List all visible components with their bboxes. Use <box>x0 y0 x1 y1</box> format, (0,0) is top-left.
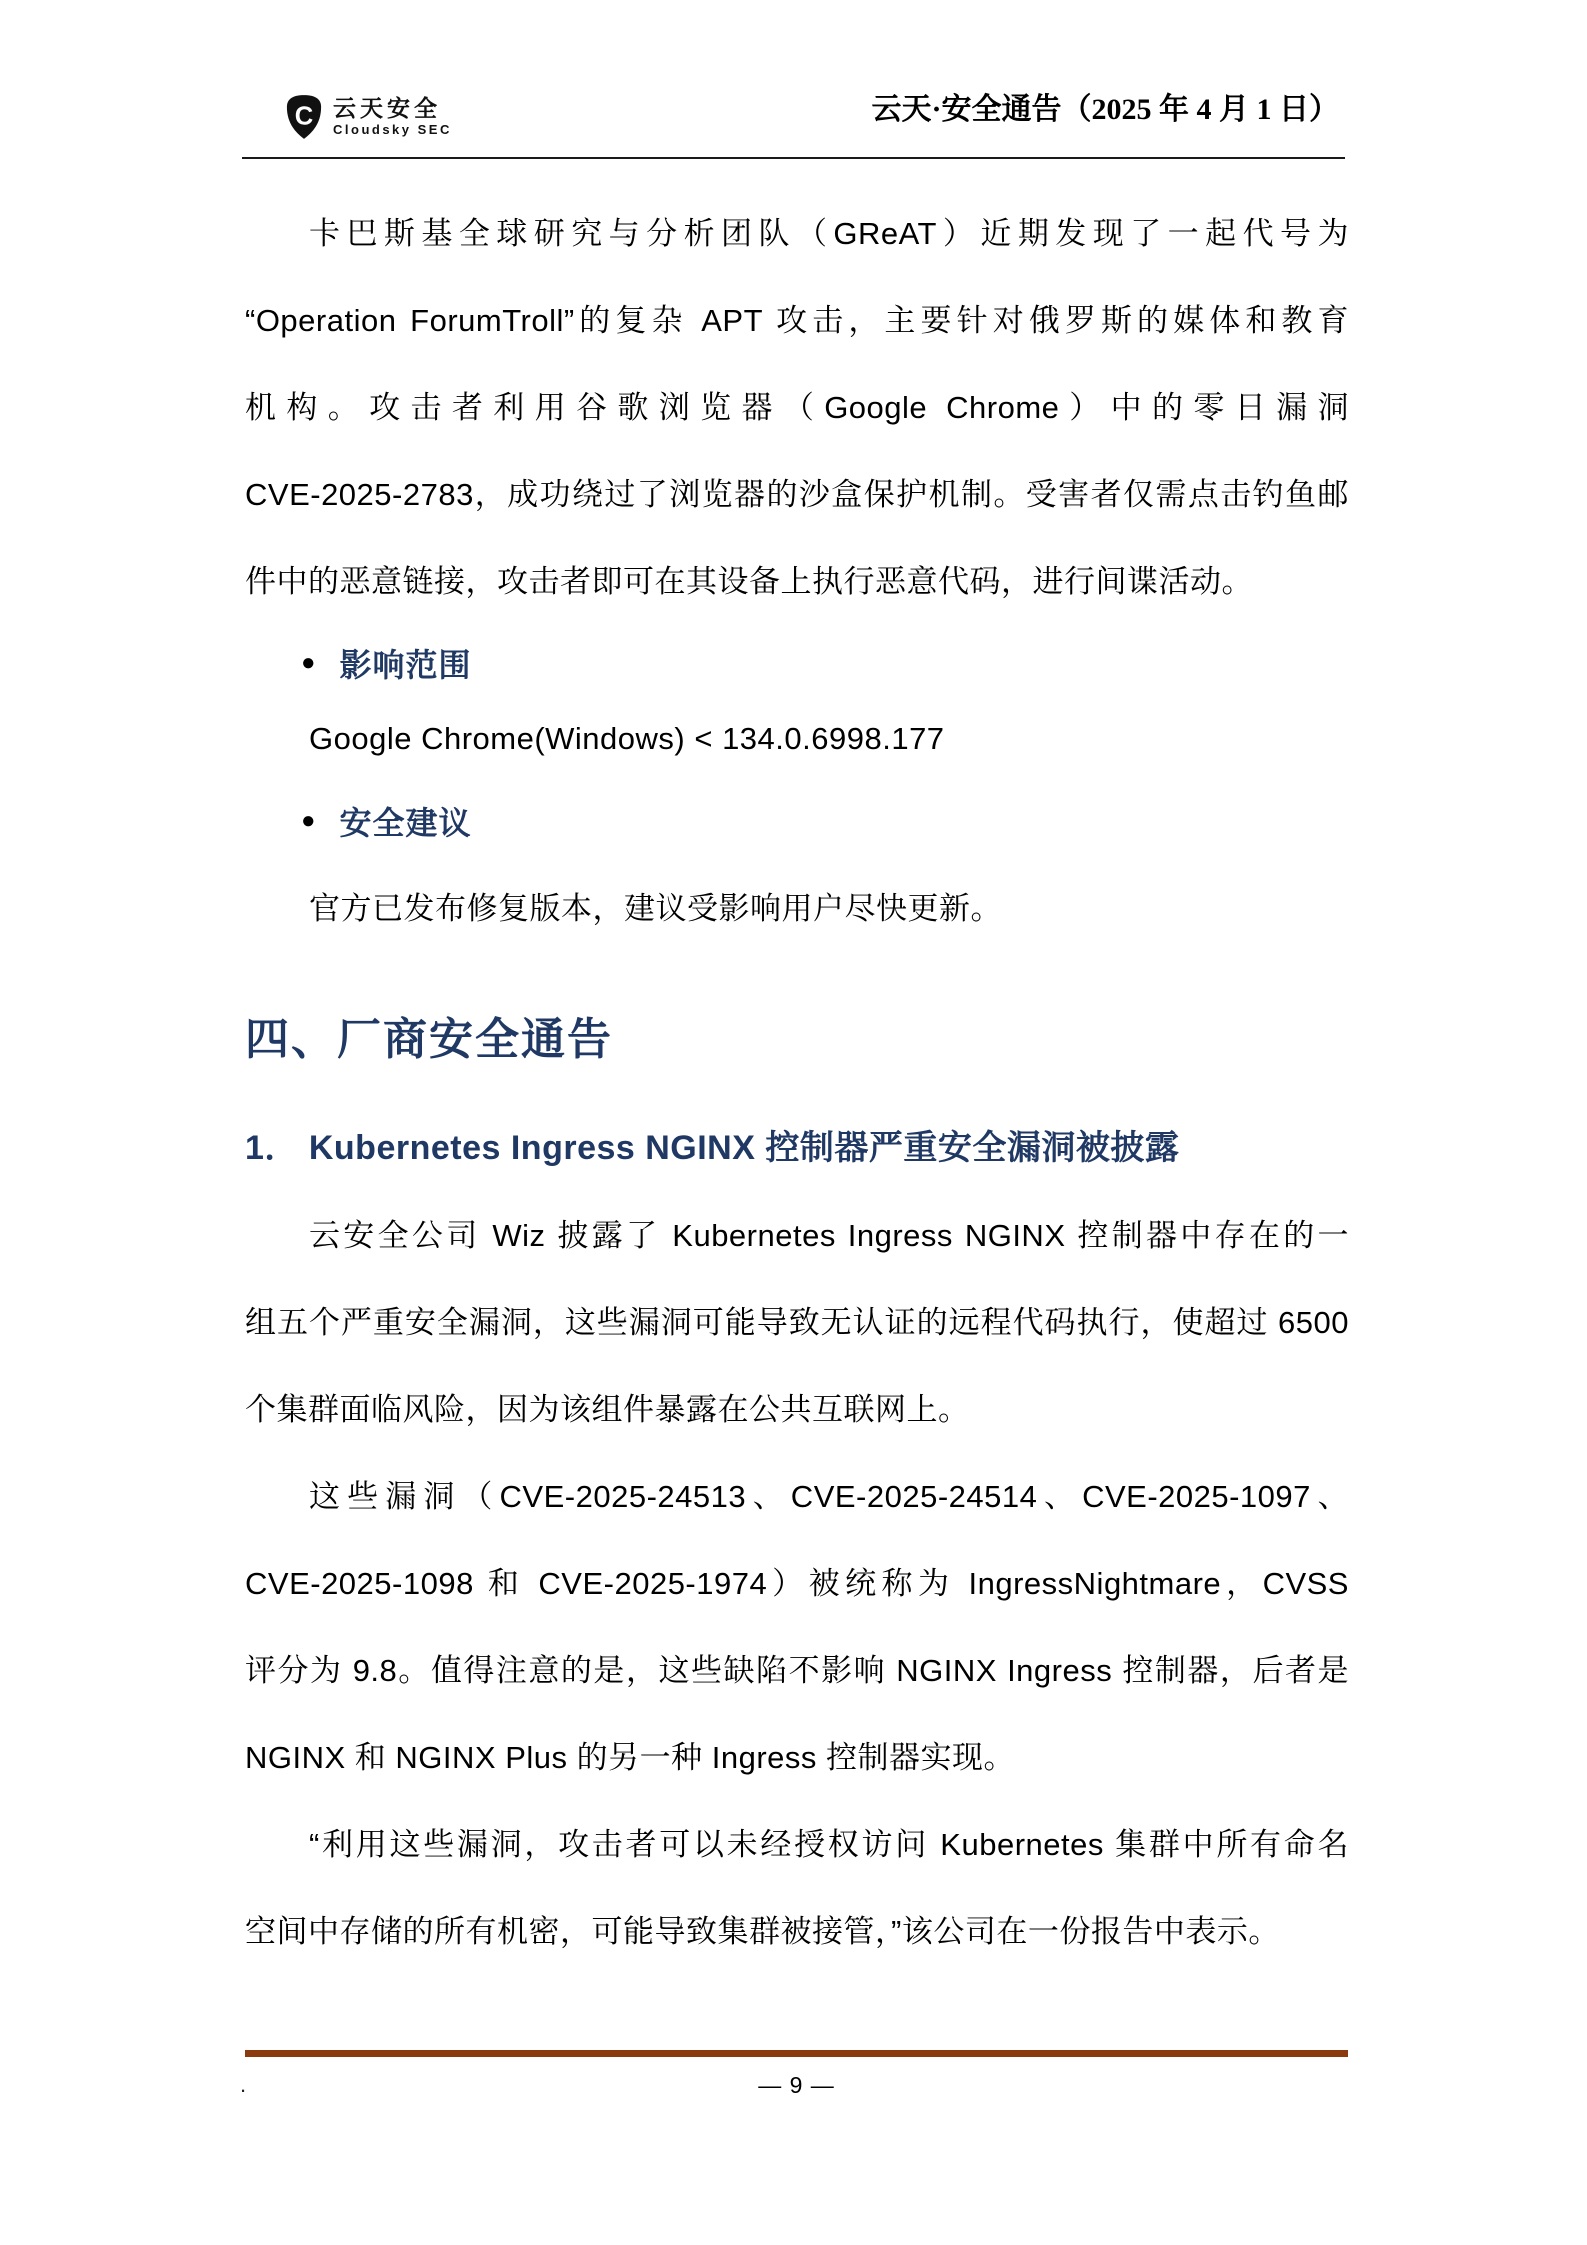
bullet-label: 安全建议 <box>339 805 472 841</box>
paragraph-kaspersky <box>245 190 1349 625</box>
security-advice-value: 官方已发布修复版本，建议受影响用户尽快更新。 <box>309 891 1002 926</box>
paragraph-line: “利用这些漏洞，攻击者可以未经授权访问 Kubernetes 集群中所有命名 <box>309 1827 1349 1862</box>
paragraph-line: CVE-2025-2783，成功绕过了浏览器的沙盒保护机制。受害者仅需点击钓鱼邮 <box>245 477 1349 512</box>
brand-name-en: Cloudsky SEC <box>333 122 452 137</box>
paragraph-line: 云安全公司 Wiz 披露了 Kubernetes Ingress NGINX 控制器中存在的一 <box>309 1218 1349 1253</box>
shield-logo-icon <box>285 94 323 140</box>
cloudsky-logo <box>285 94 452 140</box>
bullet-impact-scope <box>245 625 1349 701</box>
logo-text <box>333 96 452 138</box>
paragraph-line: CVE-2025-1098 和 CVE-2025-1974）被统称为 IngressNightmare，CVSS <box>245 1566 1349 1601</box>
section-heading-vendor-advisories: 四、厂商安全通告 <box>245 1015 613 1064</box>
logo-letter: C <box>294 102 314 131</box>
paragraph-line: 空间中存储的所有机密，可能导致集群被接管，”该公司在一份报告中表示。 <box>245 1914 1280 1949</box>
bullet-icon: ● <box>301 807 316 834</box>
paragraph-line: NGINX 和 NGINX Plus 的另一种 Ingress 控制器实现。 <box>245 1740 1015 1775</box>
paragraph-line: 卡巴斯基全球研究与分析团队（GReAT）近期发现了一起代号为 <box>309 216 1349 251</box>
brand-name-cn: 云天安全 <box>333 95 441 121</box>
paragraph-line: 个集群面临风险，因为该组件暴露在公共互联网上。 <box>245 1392 970 1427</box>
bullet-icon: ● <box>301 649 316 676</box>
paragraph-line: 件中的恶意链接，攻击者即可在其设备上执行恶意代码，进行间谍活动。 <box>245 564 1253 599</box>
paragraph-line: 评分为 9.8。值得注意的是，这些缺陷不影响 NGINX Ingress 控制器，后者是 <box>245 1653 1349 1688</box>
paragraph-line: “Operation ForumTroll”的复杂 APT 攻击，主要针对俄罗斯的媒体和教育 <box>245 303 1349 338</box>
paragraph-line: 这些漏洞（CVE-2025-24513、CVE-2025-24514、CVE-2025-1097、 <box>309 1479 1349 1514</box>
body-content <box>245 190 1349 1975</box>
header-divider <box>242 157 1345 159</box>
footer-note: . <box>240 2072 247 2097</box>
paragraph-line: 组五个严重安全漏洞，这些漏洞可能导致无认证的远程代码执行，使超过 6500 <box>245 1305 1349 1340</box>
bullet-security-advice <box>245 777 1349 865</box>
bullet-label: 影响范围 <box>339 647 472 683</box>
impact-scope-value: Google Chrome(Windows) < 134.0.6998.177 <box>309 721 945 756</box>
paragraph-wiz-disclosure <box>245 1192 1349 1453</box>
paragraph-cve-list <box>245 1453 1349 1801</box>
paragraph-line: 机构。攻击者利用谷歌浏览器（Google Chrome）中的零日漏洞 <box>245 390 1349 425</box>
document-title: 云天·安全通告（2025 年 4 月 1 日） <box>871 93 1339 126</box>
subsection-heading-ingress-nginx: 1． Kubernetes Ingress NGINX 控制器严重安全漏洞被披露 <box>245 1129 1180 1167</box>
paragraph-quote <box>245 1801 1349 1975</box>
page-number: — 9 — <box>758 2072 835 2098</box>
footer-divider <box>245 2050 1348 2057</box>
